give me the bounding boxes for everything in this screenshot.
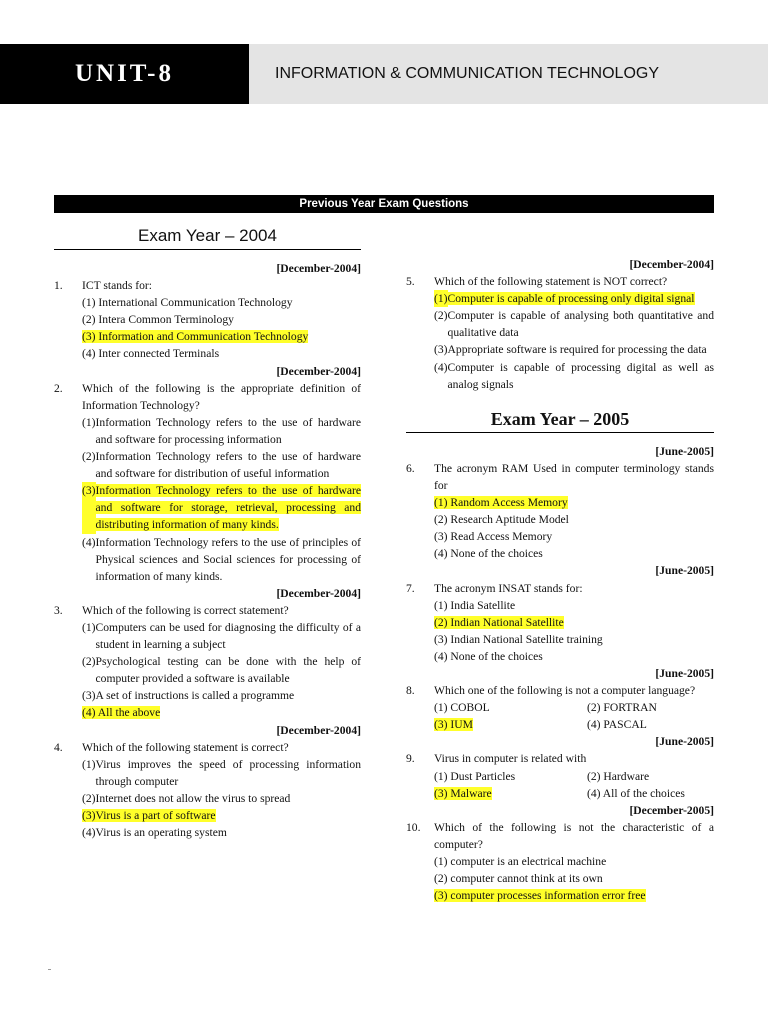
question-date: [June-2005] <box>655 735 714 749</box>
option <box>54 345 361 362</box>
option-number: (1) <box>82 757 96 771</box>
answer-highlight: (3) Information and Communication Technology <box>82 330 309 344</box>
option-text: (1) COBOL <box>434 701 490 715</box>
question-number: 9. <box>406 752 415 766</box>
option-text: (1) International Communication Technology <box>82 296 293 310</box>
option-correct <box>406 494 714 511</box>
question-text: Virus in computer is related with <box>434 752 587 766</box>
question-date: [December-2004] <box>276 262 361 275</box>
option-pair <box>406 716 714 733</box>
section-banner: Previous Year Exam Questions <box>54 195 714 213</box>
option-text: (4) All of the choices <box>587 786 685 800</box>
option-text: (4) None of the choices <box>434 547 543 561</box>
option <box>54 790 361 807</box>
question <box>54 602 361 619</box>
question <box>54 380 361 414</box>
question-text: The acronym RAM Used in computer terminology stands for <box>434 461 714 492</box>
option <box>54 311 361 328</box>
right-column <box>406 256 714 904</box>
option <box>406 648 714 665</box>
question <box>54 277 361 294</box>
question-number: 4. <box>54 740 63 754</box>
option <box>54 448 361 482</box>
question <box>54 739 361 756</box>
option-text: (2) Intera Common Terminology <box>82 313 234 327</box>
option-text: Appropriate software is required for processing the data <box>447 343 707 357</box>
question-date: [December-2004] <box>276 586 361 600</box>
option-number: (3) <box>82 689 96 703</box>
option <box>406 597 714 614</box>
option-correct <box>406 290 714 307</box>
option-text: (2) Hardware <box>587 769 650 783</box>
option-correct <box>54 482 361 533</box>
option-text: Virus is an operating system <box>95 826 227 840</box>
unit-title: INFORMATION & COMMUNICATION TECHNOLOGY <box>249 44 768 104</box>
question-date: [December-2004] <box>276 723 361 737</box>
option <box>54 619 361 653</box>
question <box>406 682 714 699</box>
question-number: 1. <box>54 279 63 293</box>
option <box>406 870 714 887</box>
page-speck <box>48 969 51 970</box>
answer-highlight: (2) Indian National Satellite <box>434 615 564 629</box>
answer-highlight: Computer is capable of processing only digital signal <box>447 292 695 306</box>
option-number: (4) <box>82 535 96 549</box>
option-correct <box>434 716 587 733</box>
option-text: Information Technology refers to the use of hardware and software for distribution of useful information <box>95 450 361 481</box>
option-text: Computers can be used for diagnosing the difficulty of a student in learning a subject <box>95 620 361 652</box>
option-number: (4) <box>82 826 96 840</box>
option-number: (3) <box>82 809 96 822</box>
option-text: (4) None of the choices <box>434 649 543 663</box>
option-correct <box>406 614 714 631</box>
question-number: 8. <box>406 684 415 698</box>
option-text: (1) India Satellite <box>434 598 516 612</box>
option-text: Computer is capable of analysing both quantitative and qualitative data <box>447 309 714 340</box>
option-correct <box>54 704 361 721</box>
answer-highlight: (3) Malware <box>434 786 492 800</box>
option-correct <box>54 328 361 345</box>
option <box>406 853 714 870</box>
answer-highlight: (4) All the above <box>82 706 161 720</box>
option <box>54 294 361 311</box>
question-date: [June-2005] <box>655 666 714 680</box>
page-header <box>0 44 768 104</box>
question-number: 10. <box>406 820 421 834</box>
option <box>406 307 714 341</box>
left-column <box>54 224 361 841</box>
question-date: [June-2005] <box>655 564 714 578</box>
answer-highlight: (3) computer processes information error free <box>434 889 646 903</box>
question-text: Which of the following statement is NOT correct? <box>434 275 668 289</box>
option-text: Psychological testing can be done with the help of computer provided a software is available <box>95 655 361 686</box>
option-number: (1) <box>82 415 96 429</box>
option <box>406 545 714 562</box>
option <box>406 511 714 528</box>
option-number: (2) <box>82 655 96 669</box>
option-pair <box>406 699 714 716</box>
answer-highlight: Virus is a part of software <box>95 809 216 822</box>
question-number: 3. <box>54 603 63 617</box>
option-text: Information Technology refers to the use of principles of Physical sciences and Social sciences for processing of information of many kinds. <box>95 535 361 583</box>
option <box>54 653 361 687</box>
option <box>54 756 361 790</box>
option-text: (1) Dust Particles <box>434 769 516 783</box>
question <box>406 460 714 494</box>
question-number: 7. <box>406 581 415 595</box>
exam-year-heading: Exam Year – 2004 <box>54 224 361 250</box>
option-correct <box>54 807 361 824</box>
question-text: Which of the following statement is correct? <box>82 740 289 754</box>
option-text: (2) FORTRAN <box>587 701 657 715</box>
option-text: Internet does not allow the virus to spread <box>95 791 291 805</box>
unit-label: UNIT-8 <box>0 44 249 104</box>
question-date: [June-2005] <box>655 444 714 458</box>
question-text: Which of the following is not the characteristic of a computer? <box>434 820 714 851</box>
option <box>406 341 714 358</box>
option-text: (2) Research Aptitude Model <box>434 513 569 527</box>
option-pair <box>406 785 714 802</box>
option <box>406 631 714 648</box>
option-pair <box>406 768 714 785</box>
option-text: (3) Read Access Memory <box>434 530 553 544</box>
option-number: (3) <box>434 343 448 357</box>
option-text: Information Technology refers to the use of hardware and software for processing information <box>95 415 361 446</box>
option-text: Virus improves the speed of processing information through computer <box>95 757 361 788</box>
option-number: (2) <box>434 309 448 323</box>
option-number: (1) <box>82 620 96 634</box>
option <box>54 687 361 704</box>
option-number: (2) <box>82 450 96 464</box>
answer-highlight: (1) Random Access Memory <box>434 496 568 510</box>
option-correct <box>406 887 714 904</box>
question-text: Which of the following is the appropriate definition of Information Technology? <box>82 381 361 412</box>
option-text: (2) computer cannot think at its own <box>434 872 603 886</box>
question-text: Which one of the following is not a computer language? <box>434 684 696 698</box>
question-number: 5. <box>406 275 415 289</box>
option <box>54 824 361 841</box>
question-date: [December-2005] <box>629 803 714 817</box>
option-text: A set of instructions is called a programme <box>95 689 295 703</box>
option-text: (1) computer is an electrical machine <box>434 855 607 868</box>
question <box>406 750 714 767</box>
question-date: [December-2004] <box>629 258 714 271</box>
option-text: (4) Inter connected Terminals <box>82 347 220 361</box>
exam-year-heading: Exam Year – 2005 <box>406 407 714 433</box>
question-text: ICT stands for: <box>82 279 152 293</box>
option-number: (4) <box>434 360 448 374</box>
option <box>406 528 714 545</box>
question <box>406 819 714 853</box>
option-text: (4) PASCAL <box>587 718 647 732</box>
option <box>54 534 361 585</box>
option-correct <box>434 785 587 802</box>
question-text: The acronym INSAT stands for: <box>434 581 583 595</box>
answer-highlight: Information Technology refers to the use of hardware and software for storage, retrieval, processing and distributing information of many kinds. <box>95 484 361 532</box>
question-text: Which of the following is correct statement? <box>82 603 289 617</box>
option-number: (3) <box>82 482 96 533</box>
option <box>406 359 714 393</box>
option-text: (3) Indian National Satellite training <box>434 632 603 646</box>
question-date: [December-2004] <box>276 364 361 378</box>
option-number: (2) <box>82 791 96 805</box>
option-text: Computer is capable of processing digital as well as analog signals <box>447 360 714 391</box>
question-number: 6. <box>406 461 415 475</box>
question <box>406 273 714 290</box>
answer-highlight: (3) IUM <box>434 718 473 732</box>
option <box>54 414 361 448</box>
option-number: (1) <box>434 290 448 307</box>
question <box>406 580 714 597</box>
question-number: 2. <box>54 381 63 395</box>
